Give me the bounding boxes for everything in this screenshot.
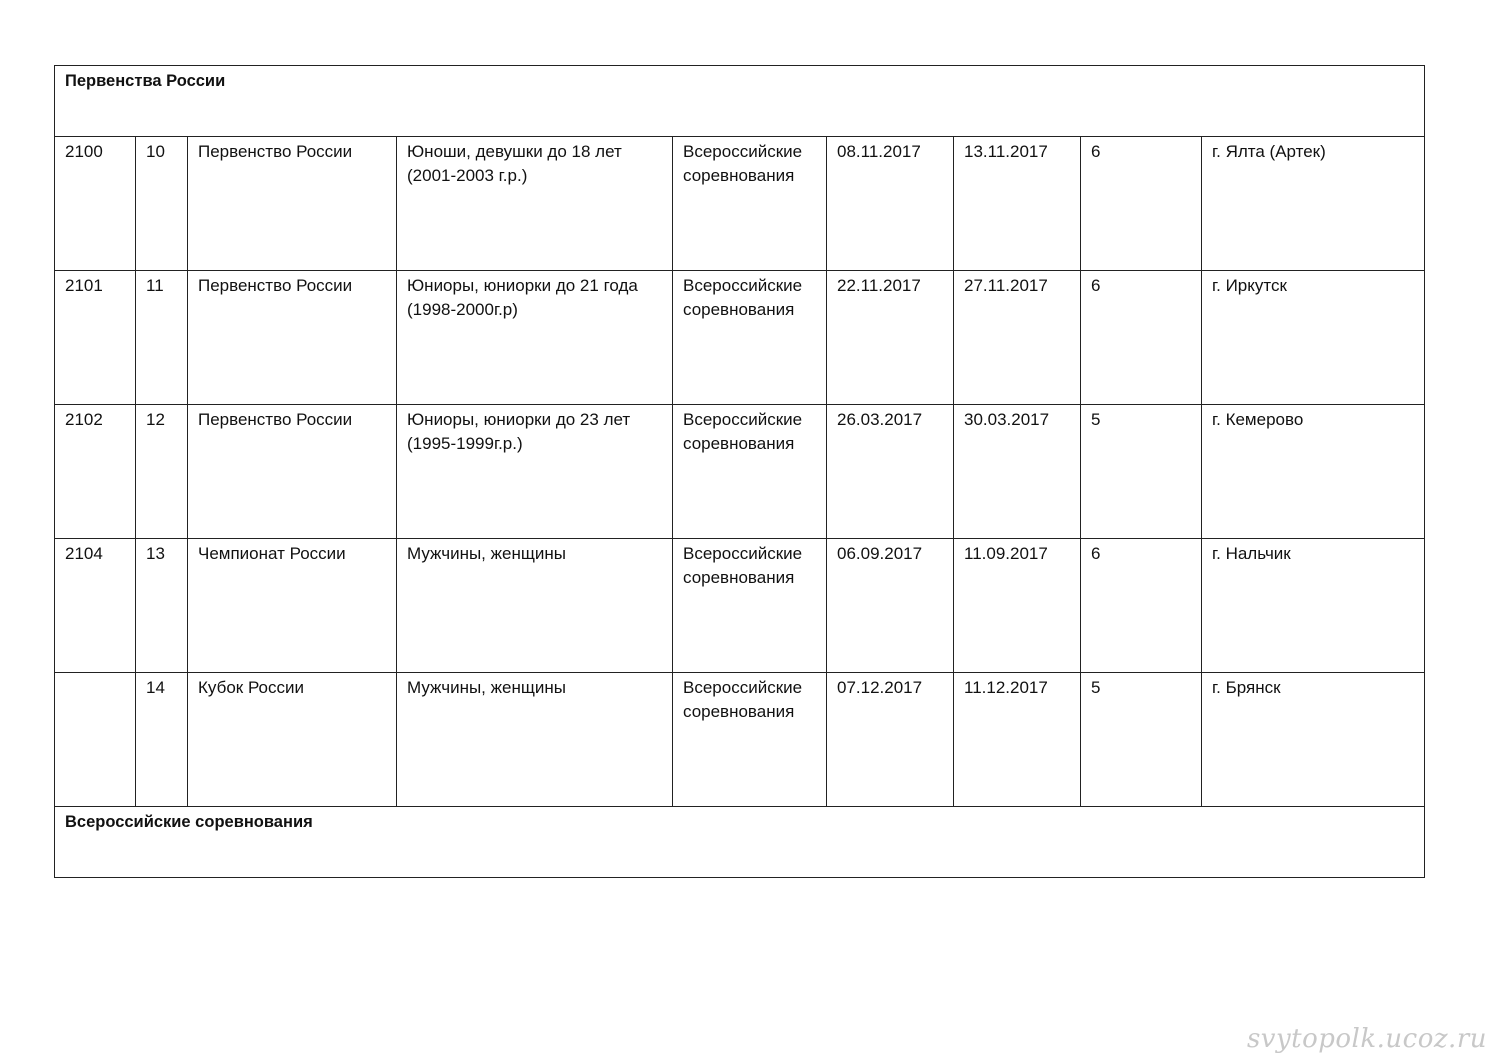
watermark: svytopolk.ucoz.ru <box>1246 1024 1487 1054</box>
cell-end-date: 27.11.2017 <box>954 271 1081 405</box>
cell-end-date: 11.12.2017 <box>954 673 1081 807</box>
cell-days: 6 <box>1081 137 1202 271</box>
cell-end-date: 30.03.2017 <box>954 405 1081 539</box>
cell-start-date: 07.12.2017 <box>827 673 954 807</box>
cell-event-name: Чемпионат России <box>188 539 397 673</box>
cell-category: Юноши, девушки до 18 лет (2001-2003 г.р.) <box>397 137 673 271</box>
cell-place: г. Брянск <box>1202 673 1425 807</box>
cell-number: 14 <box>136 673 188 807</box>
cell-status: Всероссийские соревнования <box>673 405 827 539</box>
cell-status: Всероссийские соревнования <box>673 271 827 405</box>
cell-number: 11 <box>136 271 188 405</box>
section-header-row <box>55 66 1425 137</box>
cell-category: Мужчины, женщины <box>397 673 673 807</box>
cell-status: Всероссийские соревнования <box>673 137 827 271</box>
cell-place: г. Ялта (Артек) <box>1202 137 1425 271</box>
cell-place: г. Нальчик <box>1202 539 1425 673</box>
cell-category: Юниоры, юниорки до 23 лет (1995-1999г.р.) <box>397 405 673 539</box>
cell-days: 6 <box>1081 539 1202 673</box>
cell-category: Мужчины, женщины <box>397 539 673 673</box>
cell-event-name: Первенство России <box>188 271 397 405</box>
cell-status: Всероссийские соревнования <box>673 539 827 673</box>
table-row <box>55 539 1425 673</box>
cell-start-date: 26.03.2017 <box>827 405 954 539</box>
cell-days: 5 <box>1081 405 1202 539</box>
cell-code: 2100 <box>55 137 136 271</box>
cell-place: г. Иркутск <box>1202 271 1425 405</box>
cell-code: 2101 <box>55 271 136 405</box>
competition-table <box>54 65 1425 878</box>
table-row <box>55 137 1425 271</box>
cell-place: г. Кемерово <box>1202 405 1425 539</box>
cell-event-name: Первенство России <box>188 405 397 539</box>
cell-number: 12 <box>136 405 188 539</box>
cell-end-date: 11.09.2017 <box>954 539 1081 673</box>
cell-status: Всероссийские соревнования <box>673 673 827 807</box>
cell-start-date: 22.11.2017 <box>827 271 954 405</box>
section-footer-row <box>55 807 1425 878</box>
cell-days: 6 <box>1081 271 1202 405</box>
table-row <box>55 673 1425 807</box>
cell-number: 10 <box>136 137 188 271</box>
cell-code: 2104 <box>55 539 136 673</box>
cell-code <box>55 673 136 807</box>
cell-event-name: Первенство России <box>188 137 397 271</box>
table-row <box>55 271 1425 405</box>
cell-number: 13 <box>136 539 188 673</box>
cell-days: 5 <box>1081 673 1202 807</box>
cell-end-date: 13.11.2017 <box>954 137 1081 271</box>
cell-start-date: 08.11.2017 <box>827 137 954 271</box>
section-title-bottom: Всероссийские соревнования <box>55 807 1425 878</box>
cell-code: 2102 <box>55 405 136 539</box>
cell-event-name: Кубок России <box>188 673 397 807</box>
table-row <box>55 405 1425 539</box>
cell-category: Юниоры, юниорки до 21 года (1998-2000г.р) <box>397 271 673 405</box>
cell-start-date: 06.09.2017 <box>827 539 954 673</box>
section-title-top: Первенства России <box>55 66 1425 137</box>
